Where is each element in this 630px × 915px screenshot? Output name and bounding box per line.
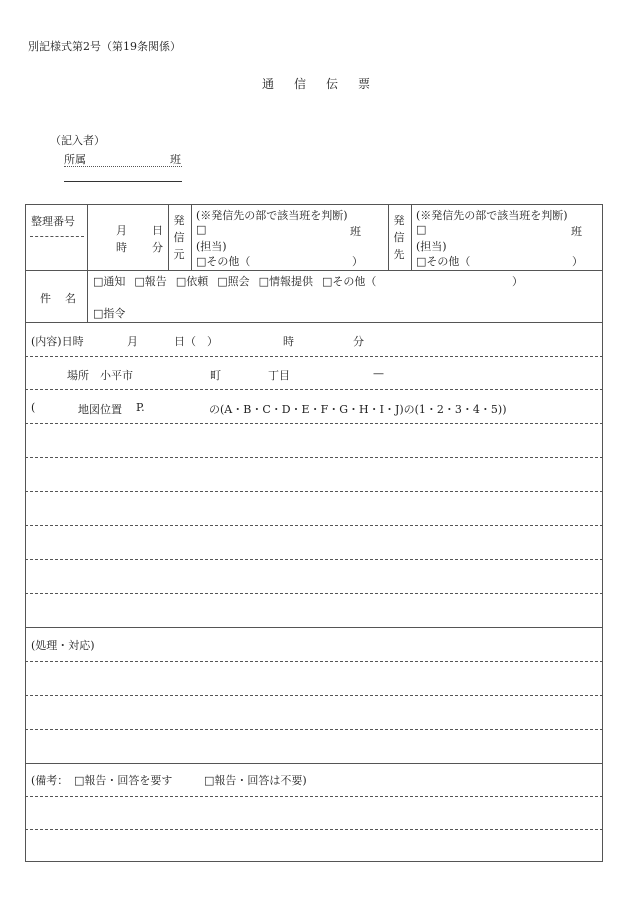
map-open-paren: ( [31,401,36,414]
dest-note: (※発信先の部で該当班を判断) [416,209,568,222]
map-page: P. [136,401,145,414]
content-line [25,593,603,594]
subject-option-instruct[interactable]: □指令 [93,307,126,320]
page-title: 通 信 伝 票 [262,77,375,91]
subject-options [93,273,376,289]
content-line [25,559,603,560]
content-dash: — [373,367,384,380]
dest-team-label: 班 [571,225,582,238]
col-divider [388,204,389,270]
remarks-label: (備考： [31,774,69,787]
dest-team-checkbox[interactable]: □ [416,223,427,236]
dest-other-checkbox[interactable]: □その他（ [416,255,471,268]
name-underline [64,181,182,182]
remarks-line [25,796,603,797]
remarks-option-not-required[interactable]: □報告・回答は不要) [204,774,307,787]
dest-person-label: (担当) [416,240,447,253]
content-line [25,423,603,424]
day-label: 日 [152,224,163,237]
content-line [25,525,603,526]
subject-option-report[interactable]: □報告 [134,275,167,288]
content-month: 月 [127,335,138,348]
handling-label: (処理・対応) [31,639,95,652]
origin-team-label: 班 [350,225,361,238]
mgmt-no-underline [30,236,84,237]
map-label: 地図位置 [78,403,122,416]
origin-label: 発 信 元 [173,214,185,261]
row-divider [25,763,603,764]
subject-option-other[interactable]: □その他（ [322,275,377,288]
row-divider [25,270,603,271]
affiliation-underline [64,166,182,167]
content-place-label: 場所 [67,369,89,382]
col-divider [168,204,169,270]
row-divider [25,322,603,323]
content-city: 小平市 [100,369,133,382]
content-line [25,457,603,458]
minute-label: 分 [152,241,163,254]
handling-line [25,729,603,730]
content-minute: 分 [353,335,364,348]
subject-option-notice[interactable]: □通知 [93,275,126,288]
month-label: 月 [116,224,127,237]
origin-person-label: (担当) [196,240,227,253]
content-line [25,491,603,492]
map-grid: の(A・B・C・D・E・F・G・H・I・J)の(1・2・3・4・5)) [209,403,507,416]
subject-option-request[interactable]: □依頼 [175,275,209,288]
recorder-affiliation: 所属 [64,153,86,166]
form-number: 別記様式第2号（第19条関係） [28,40,181,53]
col-divider [411,204,412,270]
content-datetime-label: (内容)日時 [31,335,84,348]
recorder-team: 班 [170,153,181,166]
col-divider [191,204,192,270]
origin-team-checkbox[interactable]: □ [196,223,207,236]
subject-option-inquiry[interactable]: □照会 [217,275,250,288]
content-town: 町 [210,369,221,382]
subject-option-info[interactable]: □情報提供 [258,275,314,288]
recorder-label: （記入者） [50,134,105,147]
content-hour: 時 [283,335,294,348]
handling-line [25,661,603,662]
subject-other-close: ） [512,275,523,288]
origin-other-close: ） [352,255,363,268]
remarks-line [25,829,603,830]
content-line [25,356,603,357]
origin-other-checkbox[interactable]: □その他（ [196,255,251,268]
remarks-option-required[interactable]: □報告・回答を要す [74,774,173,787]
content-day: 日（ ） [174,335,218,348]
handling-line [25,695,603,696]
content-line [25,389,603,390]
mgmt-no-label: 整理番号 [31,215,75,228]
hour-label: 時 [116,241,127,254]
dest-other-close: ） [572,255,583,268]
origin-note: (※発信先の部で該当班を判断) [196,209,348,222]
content-chome: 丁目 [268,369,290,382]
dest-label: 発 信 先 [393,214,405,261]
subject-label: 件名 [40,292,90,305]
row-divider [25,627,603,628]
